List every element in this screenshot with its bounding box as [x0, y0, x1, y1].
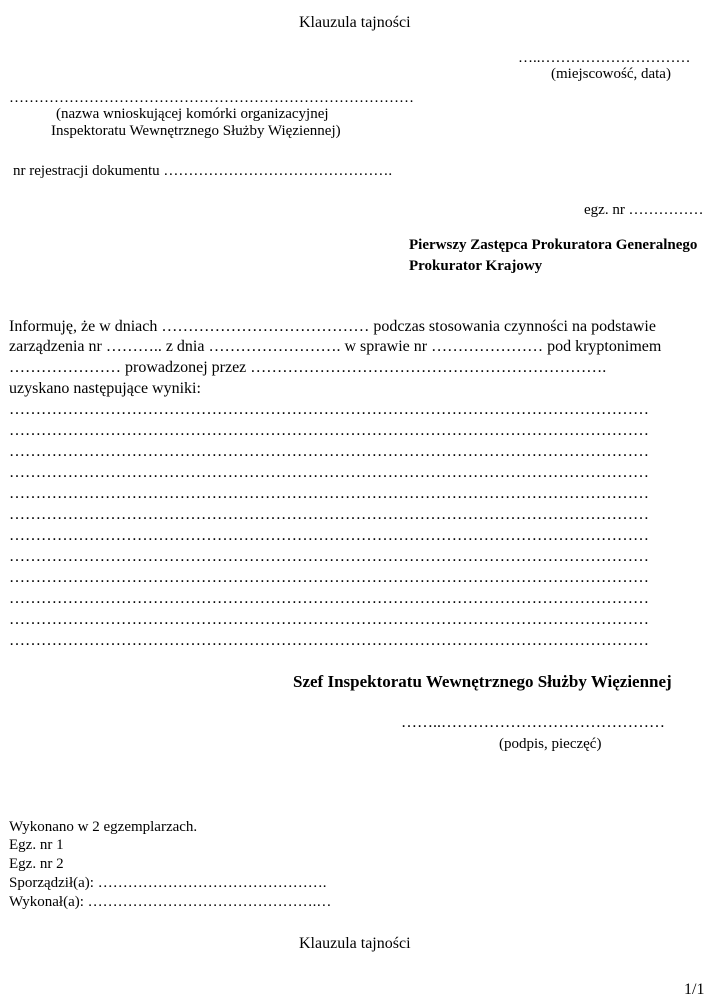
signatory-title: Szef Inspektoratu Wewnętrznego Służby Więziennej: [293, 672, 672, 691]
place-date-dots: …..…………………………: [518, 50, 691, 66]
dotted-line: …………………………………………………………………………………………………………: [9, 506, 649, 523]
execution-line-5: Wykonał(a): ……………………………………….…: [9, 894, 332, 910]
copy-number: egz. nr ……………: [584, 202, 704, 218]
body-line-2: zarządzenia nr ……….. z dnia ……………………. w sprawie nr ………………… pod kryptonimem: [9, 338, 662, 355]
page-number: 1/1: [684, 981, 705, 998]
execution-line-4: Sporządził(a): ……………………………………….: [9, 875, 327, 891]
dotted-line: …………………………………………………………………………………………………………: [9, 632, 649, 649]
execution-line-2: Egz. nr 1: [9, 837, 64, 853]
dotted-line: …………………………………………………………………………………………………………: [9, 611, 649, 628]
execution-line-3: Egz. nr 2: [9, 856, 64, 872]
body-line-4: uzyskano następujące wyniki:: [9, 380, 201, 397]
dotted-line: …………………………………………………………………………………………………………: [9, 422, 649, 439]
body-line-3: ………………… prowadzonej przez ………………………………………………………….: [9, 359, 607, 376]
dotted-line: …………………………………………………………………………………………………………: [9, 548, 649, 565]
dotted-line: …………………………………………………………………………………………………………: [9, 590, 649, 607]
dotted-line: …………………………………………………………………………………………………………: [9, 569, 649, 586]
footer-classification: Klauzula tajności: [299, 935, 411, 952]
unit-caption-line1: (nazwa wnioskującej komórki organizacyjnej: [56, 106, 329, 122]
header-classification: Klauzula tajności: [299, 14, 411, 31]
body-line-1: Informuję, że w dniach ………………………………… podczas stosowania czynności na podstawie: [9, 318, 656, 335]
unit-dots: ………………………………………………………………………: [9, 90, 414, 106]
execution-line-1: Wykonano w 2 egzemplarzach.: [9, 819, 198, 835]
signature-dots: ……..……………………………………: [401, 714, 665, 731]
registration-number: nr rejestracji dokumentu ……………………………………….: [13, 163, 393, 179]
signature-caption: (podpis, pieczęć): [499, 736, 602, 752]
dotted-line: …………………………………………………………………………………………………………: [9, 443, 649, 460]
addressee-line2: Prokurator Krajowy: [409, 258, 543, 274]
dotted-line: …………………………………………………………………………………………………………: [9, 527, 649, 544]
unit-caption-line2: Inspektoratu Wewnętrznego Służby Więziennej): [51, 123, 341, 139]
dotted-line: …………………………………………………………………………………………………………: [9, 485, 649, 502]
dotted-line: …………………………………………………………………………………………………………: [9, 464, 649, 481]
dotted-line: …………………………………………………………………………………………………………: [9, 401, 649, 418]
place-date-caption: (miejscowość, data): [551, 66, 671, 82]
addressee-line1: Pierwszy Zastępca Prokuratora Generalnego: [409, 237, 698, 253]
